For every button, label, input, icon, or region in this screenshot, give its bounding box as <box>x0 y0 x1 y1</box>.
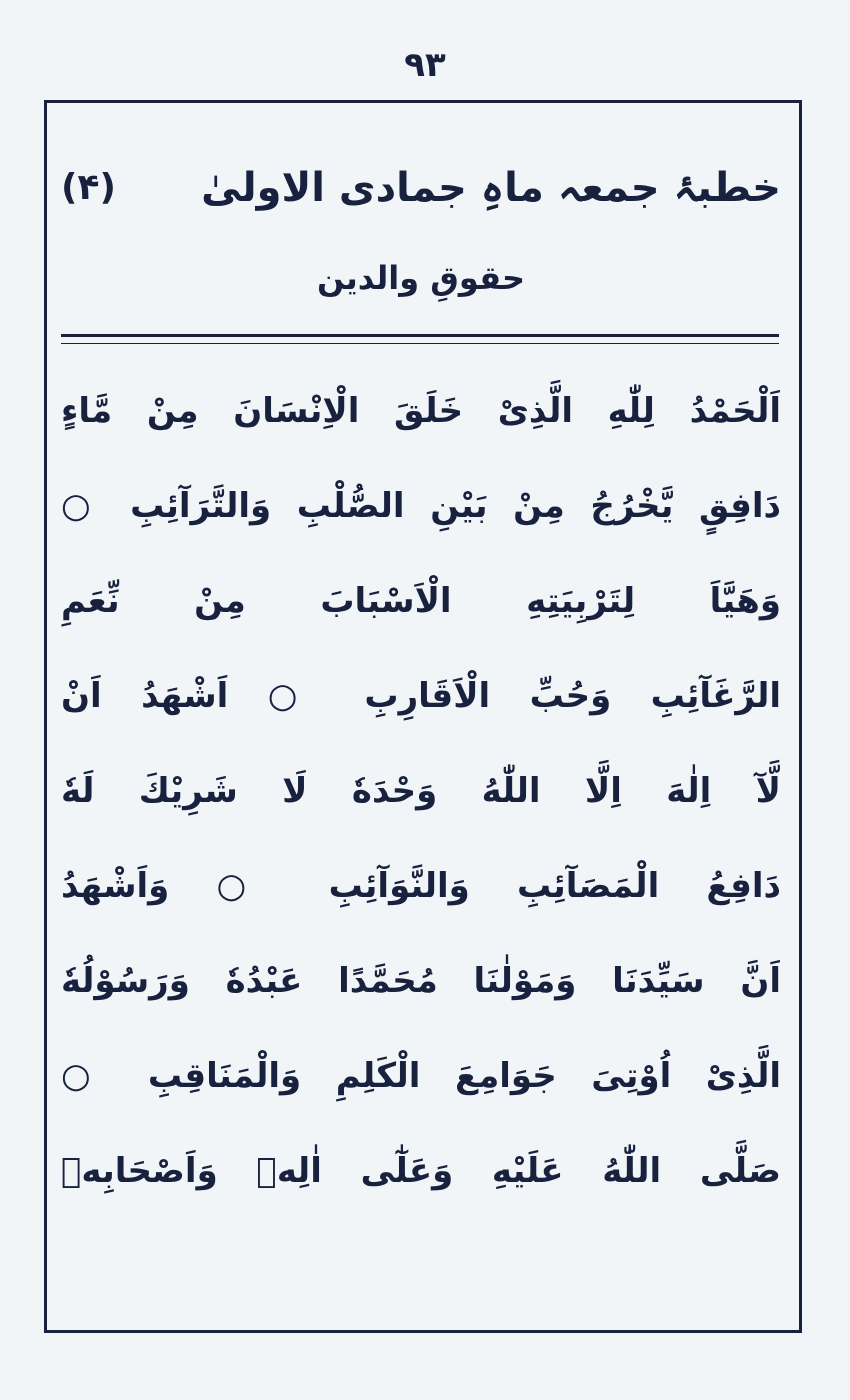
text-line: دَافِقٍ یَّخْرُجُ مِنْ بَیْنِ الصُّلْبِ وَالتَّرَآئِبِ ○ <box>61 485 781 526</box>
page-frame <box>44 100 802 1333</box>
page-subtitle: حقوقِ والدین <box>316 259 526 297</box>
text-line-row <box>61 1124 781 1219</box>
text-line-row <box>61 934 781 1029</box>
text-line: لَّآ اِلٰهَ اِلَّا اللّٰهُ وَحْدَهٗ لَا شَرِیْكَ لَهٗ <box>61 770 781 811</box>
text-line: دَافِعُ الْمَصَآئِبِ وَالنَّوَآئِبِ ○ وَاَشْهَدُ <box>61 865 781 906</box>
text-line: وَهَیَّاَ لِتَرْبِیَتِهِ الْاَسْبَابَ مِنْ نِّعَمِ <box>61 580 781 621</box>
header <box>61 143 781 233</box>
text-line: صَلَّى اللّٰهُ عَلَیْهِ وَعَلٰٓى اٰلِهٖ وَاَصْحَابِهٖ <box>61 1150 781 1191</box>
text-line: الَّذِیْ اُوْتِیَ جَوَامِعَ الْكَلِمِ وَالْمَنَاقِبِ ○ <box>61 1055 781 1096</box>
page-title: خطبۂ جمعہ ماہِ جمادی الاولیٰ <box>201 165 781 211</box>
text-line-row <box>61 744 781 839</box>
text-line: الرَّغَآئِبِ وَحُبِّ الْاَقَارِبِ ○ اَشْهَدُ اَنْ <box>61 675 781 716</box>
text-line: اَلْحَمْدُ لِلّٰهِ الَّذِیْ خَلَقَ الْاِنْسَانَ مِنْ مَّاءٍ <box>61 390 781 431</box>
text-line-row <box>61 649 781 744</box>
page-number: ٩٣ <box>404 45 446 85</box>
text-line-row <box>61 554 781 649</box>
text-line-row <box>61 364 781 459</box>
header-divider <box>61 334 779 344</box>
text-line-row <box>61 459 781 554</box>
text-line-row <box>61 1029 781 1124</box>
text-line-row <box>61 839 781 934</box>
text-line: اَنَّ سَیِّدَنَا وَمَوْلٰنَا مُحَمَّدًا عَبْدُهٗ وَرَسُوْلُهٗ <box>61 960 781 1001</box>
sermon-text <box>61 364 781 1219</box>
sermon-number: (۴) <box>61 167 116 208</box>
